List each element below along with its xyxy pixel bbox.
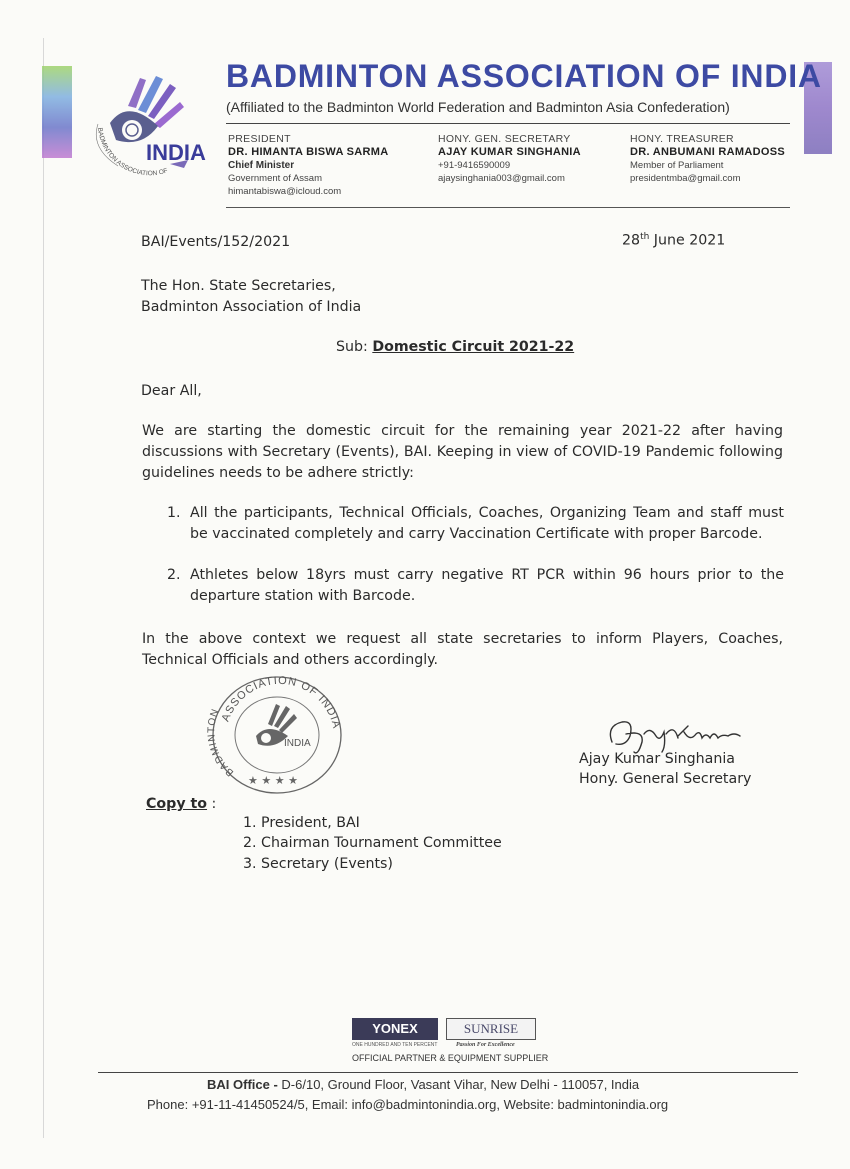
yonex-logo: YONEX	[352, 1018, 438, 1040]
logo-ring-text: BADMINTON ASSOCIATION OF	[95, 127, 169, 178]
closing-paragraph: In the above context we request all state secretaries to inform Players, Coaches, Technical Officials and others accordingly.	[142, 631, 783, 668]
handwritten-signature	[604, 712, 754, 756]
officer-president	[228, 133, 388, 198]
officer-name: DR. HIMANTA BISWA SARMA	[228, 146, 389, 158]
yonex-tagline: ONE HUNDRED AND TEN PERCENT	[352, 1042, 438, 1048]
seal-center-text: INDIA	[284, 738, 311, 749]
office-label: BAI Office -	[207, 1077, 278, 1092]
left-color-strip	[42, 66, 72, 158]
logo-wordmark: INDIA	[146, 140, 206, 165]
officer-line: Government of Assam	[228, 173, 322, 184]
guideline-number: 1.	[167, 505, 181, 521]
copy-to-item: 1. President, BAI	[243, 815, 360, 831]
seal-ring-text: ASSOCIATION OF INDIA	[219, 674, 343, 731]
officer-email: presidentmba@gmail.com	[630, 173, 741, 184]
date-suffix: th	[640, 232, 650, 242]
copy-to-item: 2. Chairman Tournament Committee	[243, 835, 502, 851]
subject-line	[336, 339, 574, 355]
recipient-line: Badminton Association of India	[141, 299, 362, 315]
officer-email: himantabiswa@icloud.com	[228, 186, 342, 197]
officer-name: AJAY KUMAR SINGHANIA	[438, 146, 581, 158]
guideline-number: 2.	[167, 567, 181, 583]
officer-role: HONY. GEN. SECRETARY	[438, 133, 571, 145]
signatory-name: Ajay Kumar Singhania	[579, 751, 735, 767]
intro-paragraph: We are starting the domestic circuit for the remaining year 2021-22 after having discussions with Secretary (Events), BAI. Keeping in view of COVID-19 Pandemic following guidelines needs to be adhere strictly:	[142, 423, 783, 481]
guideline-item: Athletes below 18yrs must carry negative RT PCR within 96 hours prior to the departure station with Barcode.	[190, 567, 784, 604]
org-affiliation: (Affiliated to the Badminton World Federation and Badminton Asia Confederation)	[226, 99, 730, 115]
office-address-text: D-6/10, Ground Floor, Vasant Vihar, New Delhi - 110057, India	[277, 1077, 640, 1092]
sunrise-tagline: Passion For Excellence	[456, 1042, 515, 1048]
page-edge	[43, 38, 44, 1138]
copy-to-label: Copy to	[146, 796, 208, 812]
partner-caption: OFFICIAL PARTNER & EQUIPMENT SUPPLIER	[352, 1053, 549, 1063]
seal-ring-text-left: BADMINTON	[206, 706, 236, 779]
officer-phone: +91-9416590009	[438, 160, 511, 171]
footer-rule	[98, 1072, 798, 1073]
copy-to-item: 3. Secretary (Events)	[243, 856, 393, 872]
sponsor-logos	[352, 1018, 549, 1068]
sunrise-logo: SUNRISE	[446, 1018, 536, 1040]
copy-to-colon: :	[211, 796, 217, 812]
contact-line: Phone: +91-11-41450524/5, Email: info@badmintonindia.org, Website: badmintonindia.org	[147, 1097, 669, 1112]
date-day: 28	[622, 232, 641, 249]
recipient-line: The Hon. State Secretaries,	[141, 278, 336, 294]
guideline-item: All the participants, Technical Officials, Coaches, Organizing Team and staff must be vaccinated completely and carry Vaccination Certificate with proper Barcode.	[190, 505, 784, 542]
reference-number: BAI/Events/152/2021	[141, 234, 291, 250]
officer-role: PRESIDENT	[228, 133, 291, 145]
officer-role: HONY. TREASURER	[630, 133, 734, 145]
officer-treasurer	[630, 133, 785, 185]
association-seal-icon	[206, 672, 348, 798]
officer-line: Chief Minister	[228, 160, 295, 171]
salutation: Dear All,	[141, 383, 202, 399]
office-address	[207, 1077, 639, 1092]
date-month-year: June 2021	[649, 232, 726, 249]
svg-text:★ ★ ★ ★: ★ ★ ★ ★	[248, 774, 298, 787]
officer-gen-secretary	[438, 133, 581, 185]
officer-email: ajaysinghania003@gmail.com	[438, 173, 565, 184]
subject-prefix: Sub:	[336, 339, 368, 355]
letter-date	[622, 232, 725, 249]
copy-to-heading	[146, 796, 216, 812]
subject-title: Domestic Circuit 2021-22	[372, 339, 575, 355]
header-rule	[226, 123, 790, 124]
officer-line: Member of Parliament	[630, 160, 724, 171]
signatory-title: Hony. General Secretary	[579, 771, 752, 787]
header-bottom-rule	[226, 207, 790, 208]
officer-name: DR. ANBUMANI RAMADOSS	[630, 146, 785, 158]
org-name: BADMINTON ASSOCIATION OF INDIA	[226, 58, 822, 94]
